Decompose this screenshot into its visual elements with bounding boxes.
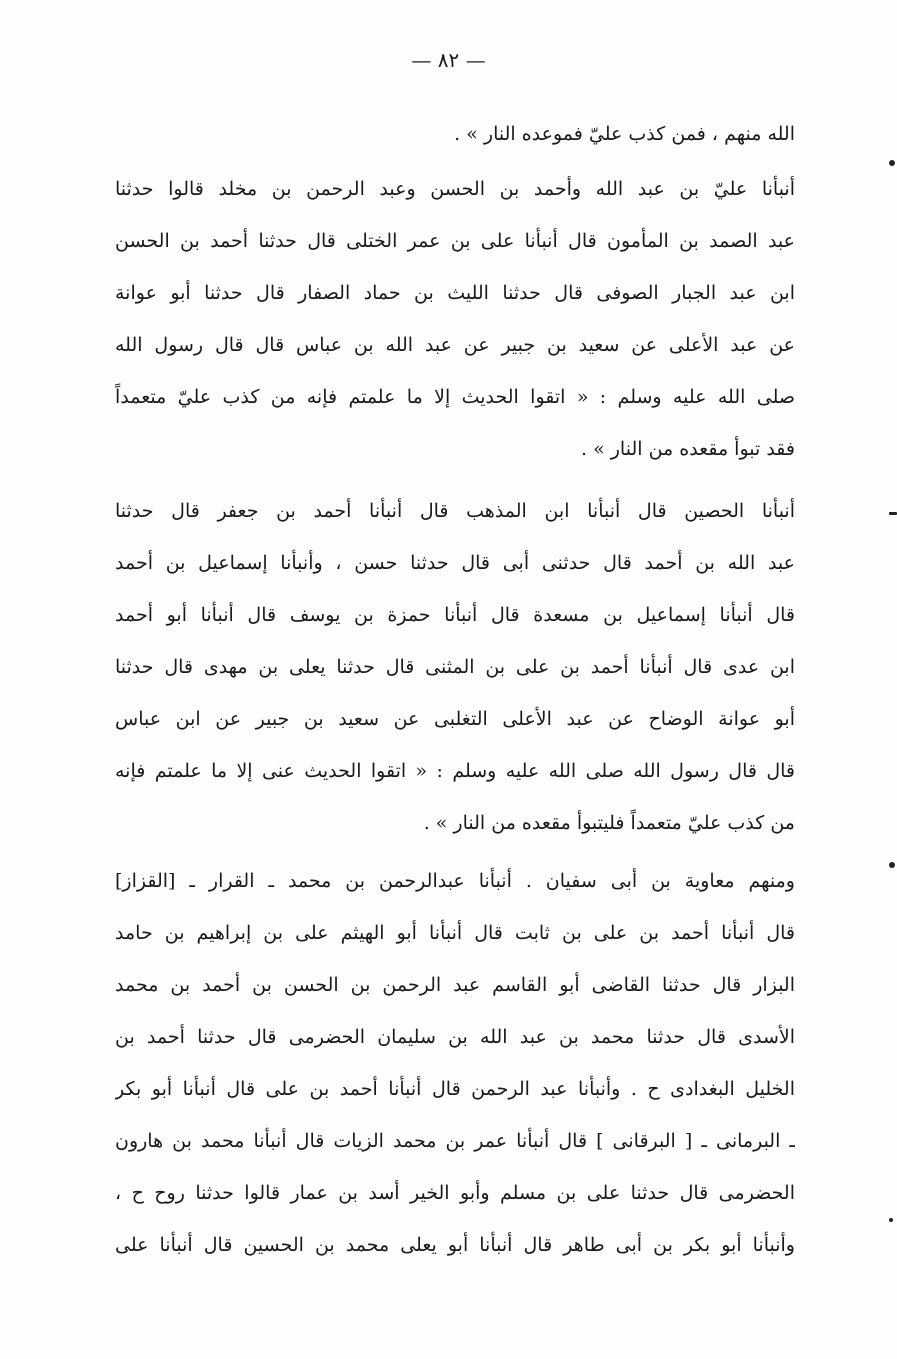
text-line: ـ البرمانى ـ [ البرقانى ] قال أنبأنا عمر بن محمد الزيات قال أنبأنا محمد بن هارون: [115, 1130, 795, 1152]
scan-mark: [889, 512, 897, 515]
text-line: الحضرمى قال حدثنا على بن مسلم وأبو الخير أسد بن عمار قالوا حدثنا روح ح ،: [115, 1182, 795, 1204]
text-line: أنبأنا الحصين قال أنبأنا ابن المذهب قال أنبأنا أحمد بن جعفر قال حدثنا: [115, 500, 795, 522]
text-line: قال أنبأنا إسماعيل بن مسعدة قال أنبأنا حمزة بن يوسف قال أنبأنا أبو أحمد: [115, 604, 795, 626]
text-line: عبد الله بن أحمد قال حدثنى أبى قال حدثنا حسن ، وأنبأنا إسماعيل بن أحمد: [115, 552, 795, 574]
paragraph-1: [115, 108, 795, 160]
text-line: أبو عوانة الوضاح عن عبد الأعلى التغلبى عن سعيد بن جبير عن ابن عباس: [115, 708, 795, 730]
page-number: — ٨٢ —: [411, 48, 486, 72]
paragraph-3: [115, 485, 795, 849]
text-line: عبد الصمد بن المأمون قال أنبأنا على بن عمر الختلى قال حدثنا أحمد بن الحسن: [115, 230, 795, 252]
text-line: أنبأنا عليّ بن عبد الله وأحمد بن الحسن وعبد الرحمن بن مخلد قالوا حدثنا: [115, 178, 795, 200]
text-line: البزار قال حدثنا القاضى أبو القاسم عبد الرحمن بن الحسن بن أحمد بن محمد: [115, 974, 795, 996]
text-line: الله منهم ، فمن كذب عليّ فموعده النار » .: [454, 123, 795, 145]
text-line: قال أنبأنا أحمد بن على بن ثابت قال أنبأنا أبو الهيثم على بن إبراهيم بن حامد: [115, 922, 795, 944]
text-line: قال قال رسول الله صلى الله عليه وسلم : « اتقوا الحديث عنى إلا ما علمتم فإنه: [115, 760, 795, 782]
scan-mark: [889, 160, 895, 166]
text-line: ابن عدى قال أنبأنا أحمد بن على بن المثنى قال حدثنا يعلى بن مهدى قال حدثنا: [115, 656, 795, 678]
text-line: فقد تبوأ مقعده من النار » .: [581, 438, 795, 460]
text-line: من كذب عليّ متعمداً فليتبوأ مقعده من النار » .: [423, 812, 795, 834]
text-line: صلى الله عليه وسلم : « اتقوا الحديث إلا ما علمتم فإنه من كذب عليّ متعمداً: [115, 386, 795, 408]
text-line: ومنهم معاوية بن أبى سفيان . أنبأنا عبدالرحمن بن محمد ـ القرار ـ [القزاز]: [115, 870, 795, 892]
paragraph-2: [115, 163, 795, 475]
text-line: الخليل البغدادى ح . وأنبأنا عبد الرحمن قال أنبأنا أحمد بن على قال أنبأنا أبو بكر: [115, 1078, 795, 1100]
text-line: وأنبأنا أبو بكر بن أبى طاهر قال أنبأنا أبو يعلى محمد بن الحسين قال أنبأنا على: [115, 1234, 795, 1256]
text-line: الأسدى قال حدثنا محمد بن عبد الله بن سليمان الحضرمى قال حدثنا أحمد بن: [115, 1026, 795, 1048]
scan-mark: [889, 862, 895, 868]
scan-mark: [889, 1218, 893, 1222]
text-line: عن عبد الأعلى عن سعيد بن جبير عن عبد الله بن عباس قال قال رسول الله: [115, 334, 795, 356]
text-line: ابن عبد الجبار الصوفى قال حدثنا الليث بن حماد الصفار قال حدثنا أبو عوانة: [115, 282, 795, 304]
paragraph-4: [115, 855, 795, 1271]
